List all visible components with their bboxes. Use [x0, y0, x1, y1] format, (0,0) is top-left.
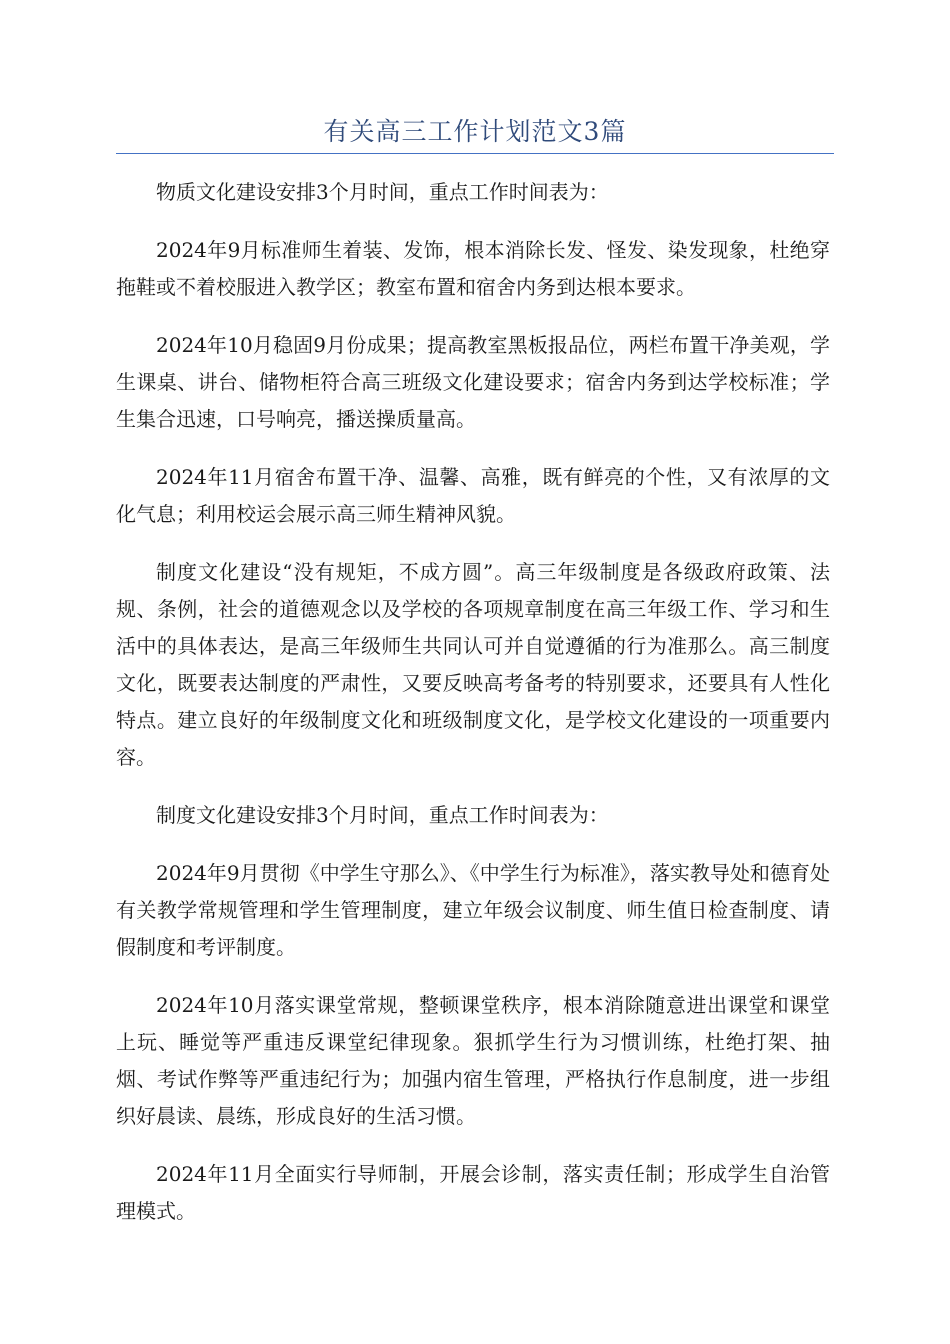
paragraph: 制度文化建设“没有规矩，不成方圆”。高三年级制度是各级政府政策、法规、条例，社会的道德观念以及学校的各项规章制度在高三年级工作、学习和生活中的具体表达，是高三年级师生共同认可并自觉遵循的行为准那么。高三制度文化，既要表达制度的严肃性，又要反映高考备考的特别要求，还要具有人性化特点。建立良好的年级制度文化和班级制度文化，是学校文化建设的一项重要内容。	[116, 560, 830, 769]
document-title: 有关高三工作计划范文3篇	[323, 117, 627, 146]
paragraph: 2024年10月稳固9月份成果；提高教室黑板报品位，两栏布置干净美观，学生课桌、讲台、储物柜符合高三班级文化建设要求；宿舍内务到达学校标准；学生集合迅速，口号响亮，播送操质量高。	[116, 333, 830, 431]
paragraph: 2024年9月标准师生着装、发饰，根本消除长发、怪发、染发现象，杜绝穿拖鞋或不着校服进入教学区；教室布置和宿舍内务到达根本要求。	[116, 238, 830, 299]
paragraph: 制度文化建设安排3个月时间，重点工作时间表为：	[156, 803, 609, 827]
paragraph: 2024年9月贯彻《中学生守那么》、《中学生行为标准》，落实教导处和德育处有关教学常规管理和学生管理制度，建立年级会议制度、师生值日检查制度、请假制度和考评制度。	[116, 861, 830, 959]
paragraph: 2024年11月全面实行导师制，开展会诊制，落实责任制；形成学生自治管理模式。	[116, 1162, 830, 1223]
paragraph: 2024年11月宿舍布置干净、温馨、高雅，既有鲜亮的个性，又有浓厚的文化气息；利用校运会展示高三师生精神风貌。	[116, 465, 830, 526]
paragraph: 物质文化建设安排3个月时间，重点工作时间表为：	[156, 180, 609, 204]
document-body	[116, 174, 830, 1251]
title-underline	[116, 153, 834, 154]
paragraph: 2024年10月落实课堂常规，整顿课堂秩序，根本消除随意进出课堂和课堂上玩、睡觉等严重违反课堂纪律现象。狠抓学生行为习惯训练，杜绝打架、抽烟、考试作弊等严重违纪行为；加强内宿生管理，严格执行作息制度，进一步组织好晨读、晨练，形成良好的生活习惯。	[116, 993, 830, 1128]
